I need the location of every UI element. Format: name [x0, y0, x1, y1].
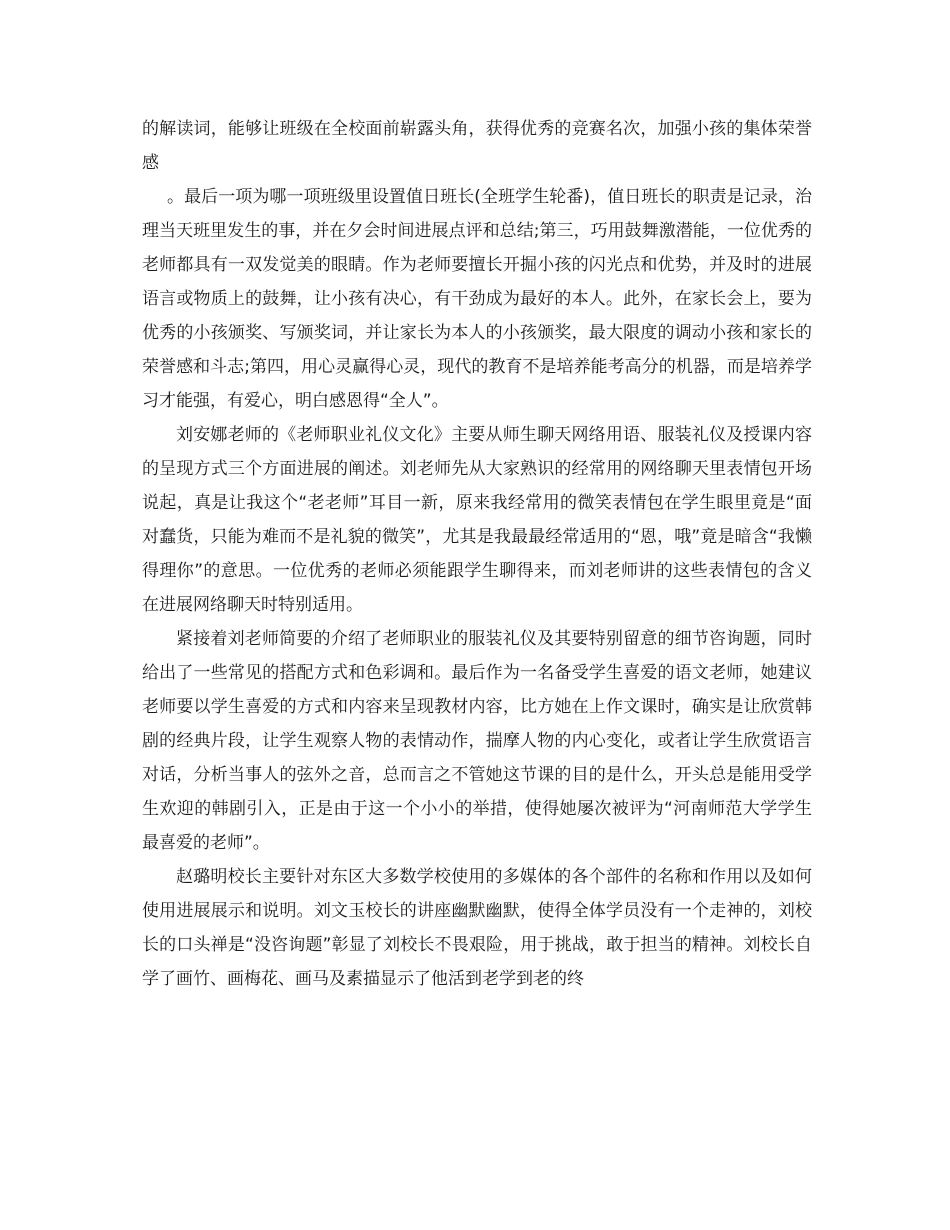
paragraph-3: 刘安娜老师的《老师职业礼仪文化》主要从师生聊天网络用语、服装礼仪及授课内容的呈现方式三个方面进展的阐述。刘老师先从大家熟识的经常用的网络聊天里表情包开场说起，真是让我这个“老老师”耳目一新，原来我经常用的微笑表情包在学生眼里竟是“面对蠢货，只能为难而不是礼貌的微笑”，尤其是我最最经常适用的“恩，哦”竟是暗含“我懒得理你”的意思。一位优秀的老师必须能跟学生聊得来，而刘老师讲的这些表情包的含义在进展网络聊天时特别适用。 — [142, 425, 812, 615]
paragraph-2: 。最后一项为哪一项班级里设置值日班长(全班学生轮番)，值日班长的职责是记录，治理当天班里发生的事，并在夕会时间进展点评和总结;第三，巧用鼓舞激潜能，一位优秀的老师都具有一双发觉美的眼睛。作为老师要擅长开掘小孩的闪光点和优势，并及时的进展语言或物质上的鼓舞，让小孩有决心，有干劲成为最好的本人。此外，在家长会上，要为优秀的小孩颁奖、写颁奖词，并让家长为本人的小孩颁奖，最大限度的调动小孩和家长的荣誉感和斗志;第四，用心灵赢得心灵，现代的教育不是培养能考高分的机器，而是培养学习才能强，有爱心，明白感恩得“全人”。 — [142, 187, 812, 411]
paragraph-1: 的解读词，能够让班级在全校面前崭露头角，获得优秀的竞赛名次，加强小孩的集体荣誉感 — [142, 119, 812, 173]
paragraph-4: 紧接着刘老师简要的介绍了老师职业的服装礼仪及其要特别留意的细节咨询题，同时给出了一些常见的搭配方式和色彩调和。最后作为一名备受学生喜爱的语文老师，她建议老师要以学生喜爱的方式和内容来呈现教材内容，比方她在上作文课时，确实是让欣赏韩剧的经典片段，让学生观察人物的表情动作，揣摩人物的内心变化，或者让学生欣赏语言对话，分析当事人的弦外之音，总而言之不管她这节课的目的是什么，开头总是能用受学生欢迎的韩剧引入，正是由于这一个小小的举措，使得她屡次被评为“河南师范大学学生最喜爱的老师”。 — [142, 629, 812, 853]
paragraph-5: 赵璐明校长主要针对东区大多数学校使用的多媒体的各个部件的名称和作用以及如何使用进展展示和说明。刘文玉校长的讲座幽默幽默，使得全体学员没有一个走神的，刘校长的口头禅是“没咨询题”彰显了刘校长不畏艰险，用于挑战，敢于担当的精神。刘校长自学了画竹、画梅花、画马及素描显示了他活到老学到老的终 — [142, 867, 812, 989]
